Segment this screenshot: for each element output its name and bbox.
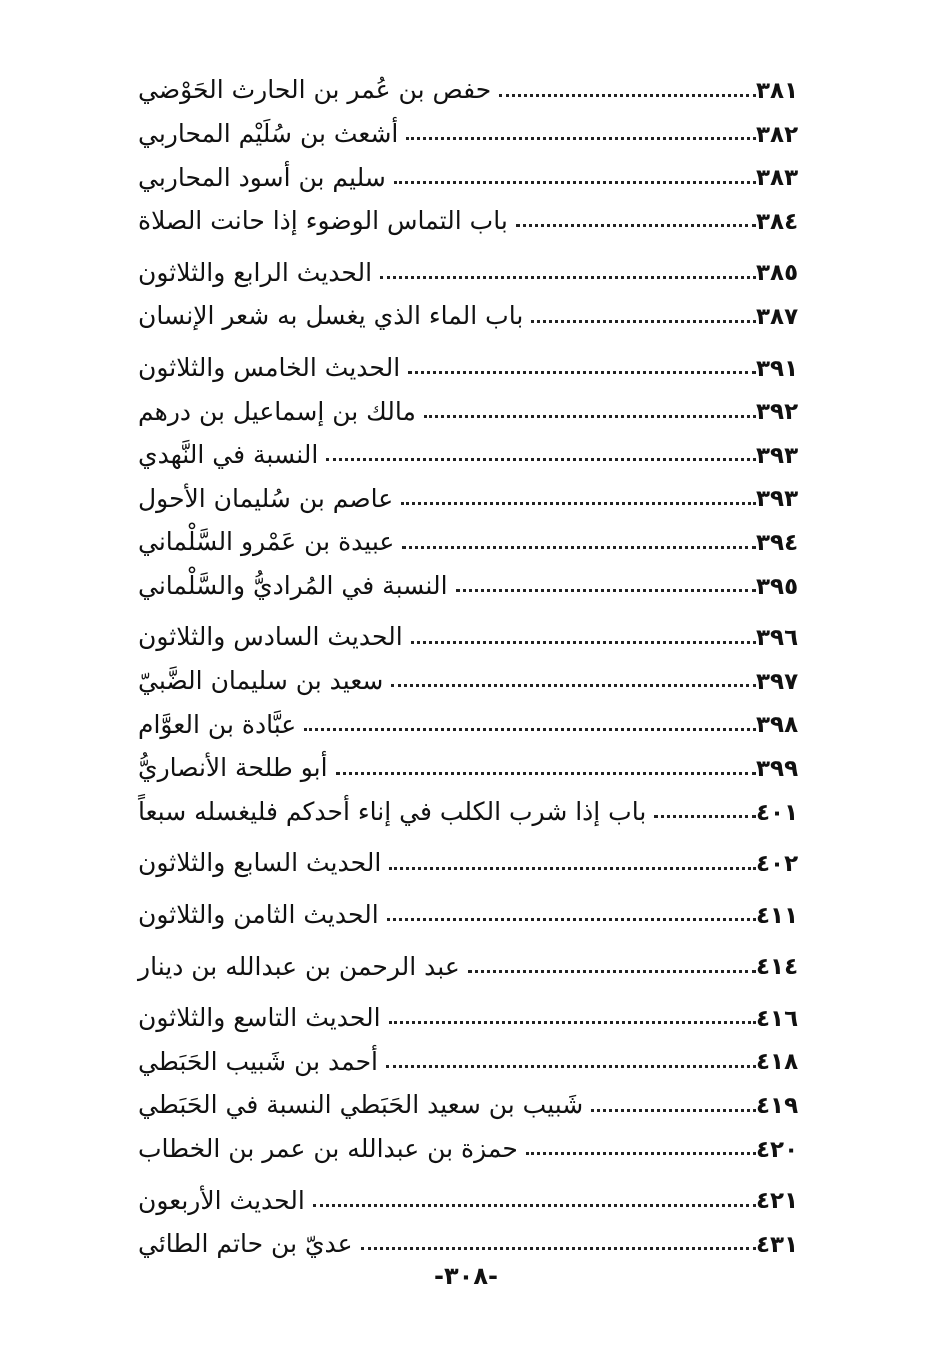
entry-title: عبيدة بن عَمْرو السَّلْماني (138, 527, 395, 557)
entry-page: ٤١٦ (756, 1005, 799, 1032)
dot-leader (526, 1152, 756, 1155)
dot-leader (336, 772, 756, 775)
dot-leader (531, 320, 756, 323)
entry-title: عبَّادة بن العوَّام (138, 709, 297, 739)
dot-leader (304, 728, 756, 731)
entry-page: ٣٨٥ (756, 260, 799, 287)
dot-leader (408, 371, 756, 374)
toc-entry (128, 1172, 804, 1216)
entry-title: عديّ بن حاتم الطائي (138, 1229, 353, 1259)
entry-page: ٣٩٣ (756, 442, 799, 469)
dot-leader (402, 546, 756, 549)
dot-leader (326, 458, 756, 461)
entry-page: ٤٢٠ (756, 1136, 799, 1163)
entry-title: عاصم بن سُليمان الأحول (138, 483, 394, 513)
dot-leader (401, 502, 756, 505)
entry-title: حفص بن عُمر بن الحارث الحَوْضي (138, 75, 492, 105)
toc-entry (128, 938, 804, 982)
entry-page: ٤١١ (756, 902, 799, 929)
entry-title: الحديث الخامس والثلاثون (138, 352, 401, 382)
entry-page: ٤٣١ (756, 1231, 799, 1258)
entry-page: ٣٩٨ (756, 712, 799, 739)
toc-entry (128, 784, 804, 828)
dot-leader (394, 181, 756, 184)
toc-entry (128, 1033, 804, 1077)
entry-title: النسبة في النَّهدي (138, 440, 319, 470)
entry-page: ٤٠١ (756, 799, 799, 826)
dot-leader (456, 589, 756, 592)
entry-page: ٣٩٤ (756, 529, 799, 556)
entry-page: ٣٨٤ (756, 208, 799, 235)
toc-entry (128, 470, 804, 514)
dot-leader (411, 641, 756, 644)
entry-page: ٣٩٦ (756, 625, 799, 652)
toc-entry (128, 244, 804, 288)
toc-entry (128, 1216, 804, 1260)
entry-title: الحديث الرابع والثلاثون (138, 257, 373, 287)
entry-title: أبو طلحة الأنصاريُّ (138, 753, 328, 783)
dot-leader (387, 918, 756, 921)
toc-entry (128, 1077, 804, 1121)
entry-title: مالك بن إسماعيل بن درهم (138, 396, 416, 426)
entry-title: عبد الرحمن بن عبدالله بن دينار (138, 951, 460, 981)
entry-title: الحديث التاسع والثلاثون (138, 1003, 381, 1033)
entry-title: النسبة في المُراديُّ والسَّلْماني (138, 570, 448, 600)
toc-entry (128, 383, 804, 427)
dot-leader (406, 137, 756, 140)
entry-title: باب إذا شرب الكلب في إناء أحدكم فليغسله سبعاً (138, 796, 647, 826)
dot-leader (654, 815, 756, 818)
entry-title: باب التماس الوضوء إذا حانت الصلاة (138, 206, 508, 236)
toc-entry (128, 149, 804, 193)
entry-page: ٣٩٩ (756, 755, 799, 782)
toc-entry (128, 835, 804, 879)
entry-title: سعيد بن سليمان الضَّبيّ (138, 666, 384, 696)
dot-leader (380, 276, 756, 279)
entry-page: ٣٩٢ (756, 399, 799, 426)
entry-page: ٣٩١ (756, 355, 799, 382)
toc-entry (128, 990, 804, 1034)
entry-title: الحديث الثامن والثلاثون (138, 900, 379, 930)
entry-page: ٤١٤ (756, 954, 799, 981)
dot-leader (313, 1204, 756, 1207)
entry-page: ٤٢١ (756, 1188, 799, 1215)
toc-entry (128, 740, 804, 784)
toc-entry (128, 62, 804, 106)
dot-leader (389, 1021, 756, 1024)
entry-title: الحديث الأربعون (138, 1185, 305, 1215)
dot-leader (361, 1247, 756, 1250)
entry-title: أحمد بن شَبيب الحَبَطي (138, 1046, 378, 1076)
page-number: -٣٠٨- (434, 1262, 498, 1290)
dot-leader (424, 415, 756, 418)
entry-page: ٣٨٧ (756, 303, 799, 330)
toc-entry (128, 340, 804, 384)
dot-leader (386, 1065, 756, 1068)
entry-title: حمزة بن عبدالله بن عمر بن الخطاب (138, 1134, 518, 1163)
toc-entry (128, 653, 804, 697)
toc-entry (128, 609, 804, 653)
toc-entry (128, 193, 804, 237)
dot-leader (468, 970, 756, 973)
toc-entry (128, 696, 804, 740)
entry-page: ٣٩٧ (756, 668, 799, 695)
dot-leader (516, 224, 756, 227)
entry-page: ٣٨١ (756, 78, 799, 104)
entry-title: الحديث السادس والثلاثون (138, 622, 403, 652)
dot-leader (591, 1109, 756, 1112)
entry-title: سليم بن أسود المحاربي (138, 162, 386, 192)
entry-title: شَبيب بن سعيد الحَبَطي النسبة في الحَبَطي (138, 1090, 584, 1120)
toc-entry (128, 427, 804, 471)
entry-page: ٣٩٣ (756, 486, 799, 513)
entry-page: ٣٨٣ (756, 165, 799, 192)
dot-leader (391, 684, 756, 687)
entry-page: ٤١٨ (756, 1049, 799, 1076)
entry-page: ٣٨٢ (756, 121, 799, 148)
entry-page: ٤١٩ (756, 1093, 799, 1120)
toc-entry (128, 288, 804, 332)
entry-page: ٤٠٢ (756, 851, 799, 878)
entry-title: باب الماء الذي يغسل به شعر الإنسان (138, 301, 524, 331)
dot-leader (389, 867, 756, 870)
toc-entry (128, 106, 804, 150)
dot-leader (499, 94, 756, 97)
toc-entry (128, 514, 804, 558)
entry-title: الحديث السابع والثلاثون (138, 848, 382, 878)
toc-entry (128, 1121, 804, 1165)
entry-title: أشعث بن سُلَيْم المحاربي (138, 118, 399, 148)
table-of-contents (128, 62, 804, 1259)
toc-entry (128, 887, 804, 931)
entry-page: ٣٩٥ (756, 573, 799, 600)
toc-entry (128, 558, 804, 602)
